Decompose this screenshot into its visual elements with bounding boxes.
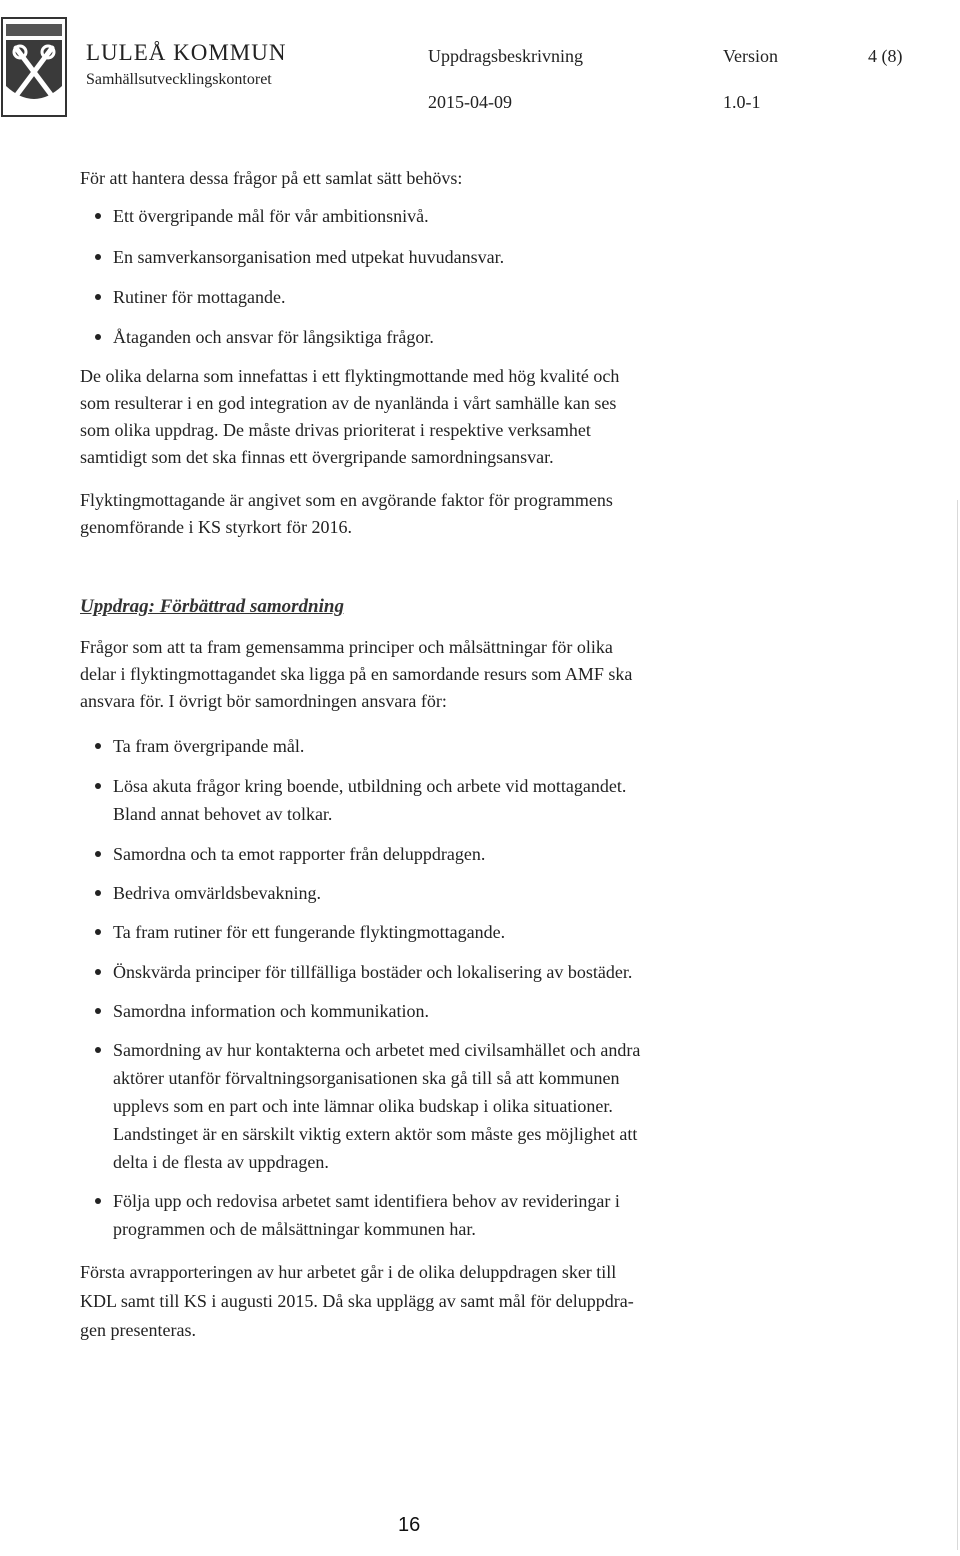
- version-value: 1.0-1: [723, 92, 761, 112]
- task-bullet: Samordna och ta emot rapporter från deluppdragen.: [95, 840, 795, 868]
- bullet-icon: [95, 851, 101, 857]
- page-number: 16: [398, 1514, 421, 1536]
- bullet-icon: [95, 294, 101, 300]
- intro-paragraph-2: Flyktingmottagande är angivet som en avgörande faktor för programmens genomförande i KS styrkort för 2016.: [80, 490, 613, 537]
- version-label: Version: [723, 46, 778, 66]
- task-bullet: Samordning av hur kontakterna och arbetet med civilsamhället och andra aktörer utanför förvaltningsorganisationen ska gå till så att kommunen upplevs som en part och inte lämnar olika budskap i olika situationer. Landstinget är en särskilt viktig extern aktör som måste ges möjlighet att delta i de flesta av uppdragen.: [95, 1036, 795, 1176]
- bullet-icon: [95, 783, 101, 789]
- bullet-icon: [95, 213, 101, 219]
- scan-margin-line: [957, 500, 958, 1550]
- intro-bullet: Åtaganden och ansvar för långsiktiga frågor.: [95, 323, 795, 351]
- luleå-coat-of-arms-logo: [0, 16, 70, 120]
- document-date: 2015-04-09: [428, 92, 512, 112]
- bullet-icon: [95, 1198, 101, 1204]
- organization-name: LULEÅ KOMMUN: [86, 40, 287, 65]
- task-bullet: Samordna information och kommunikation.: [95, 997, 795, 1025]
- intro-paragraph-1: De olika delarna som innefattas i ett flyktingmottande med hög kvalité och som resulterar i en god integration av de nyanlända i vårt samhälle kan ses som olika uppdrag. De måste drivas prioriterat i respektive verksamhet samtidigt som det ska finnas ett övergripande samordningsansvar.: [80, 366, 620, 467]
- department-name: Samhällsutvecklingskontoret: [86, 71, 272, 88]
- task-bullet: Följa upp och redovisa arbetet samt identifiera behov av revideringar i programmen och de målsättningar kommunen har.: [95, 1187, 795, 1243]
- section-heading: Uppdrag: Förbättrad samordning: [80, 596, 344, 617]
- intro-bullet: Rutiner för mottagande.: [95, 283, 795, 311]
- intro-bullet: Ett övergripande mål för vår ambitionsnivå.: [95, 202, 795, 230]
- bullet-icon: [95, 969, 101, 975]
- intro-bullet: En samverkansorganisation med utpekat huvudansvar.: [95, 243, 795, 271]
- intro-lead: För att hantera dessa frågor på ett samlat sätt behövs:: [80, 168, 463, 188]
- task-bullet: Lösa akuta frågor kring boende, utbildning och arbete vid mottagandet. Bland annat behovet av tolkar.: [95, 772, 795, 828]
- bullet-icon: [95, 334, 101, 340]
- task-bullet: Önskvärda principer för tillfälliga bostäder och lokalisering av bostäder.: [95, 958, 795, 986]
- bullet-icon: [95, 743, 101, 749]
- task-bullet: Bedriva omvärldsbevakning.: [95, 879, 795, 907]
- closing-paragraph: Första avrapporteringen av hur arbetet går i de olika deluppdragen sker till KDL samt till KS i augusti 2015. Då ska upplägg av samt mål för deluppdra- gen presenteras.: [80, 1262, 634, 1340]
- task-bullet: Ta fram övergripande mål.: [95, 732, 795, 760]
- bullet-icon: [95, 1047, 101, 1053]
- document-type: Uppdragsbeskrivning: [428, 46, 583, 66]
- section-paragraph: Frågor som att ta fram gemensamma principer och målsättningar för olika delar i flyktingmottagandet ska ligga på en samordande resurs som AMF ska ansvara för. I övrigt bör samordningen ansvara för:: [80, 637, 633, 711]
- task-bullet: Ta fram rutiner för ett fungerande flyktingmottagande.: [95, 918, 795, 946]
- bullet-icon: [95, 890, 101, 896]
- bullet-icon: [95, 254, 101, 260]
- bullet-icon: [95, 929, 101, 935]
- bullet-icon: [95, 1008, 101, 1014]
- page-indicator: 4 (8): [868, 46, 903, 66]
